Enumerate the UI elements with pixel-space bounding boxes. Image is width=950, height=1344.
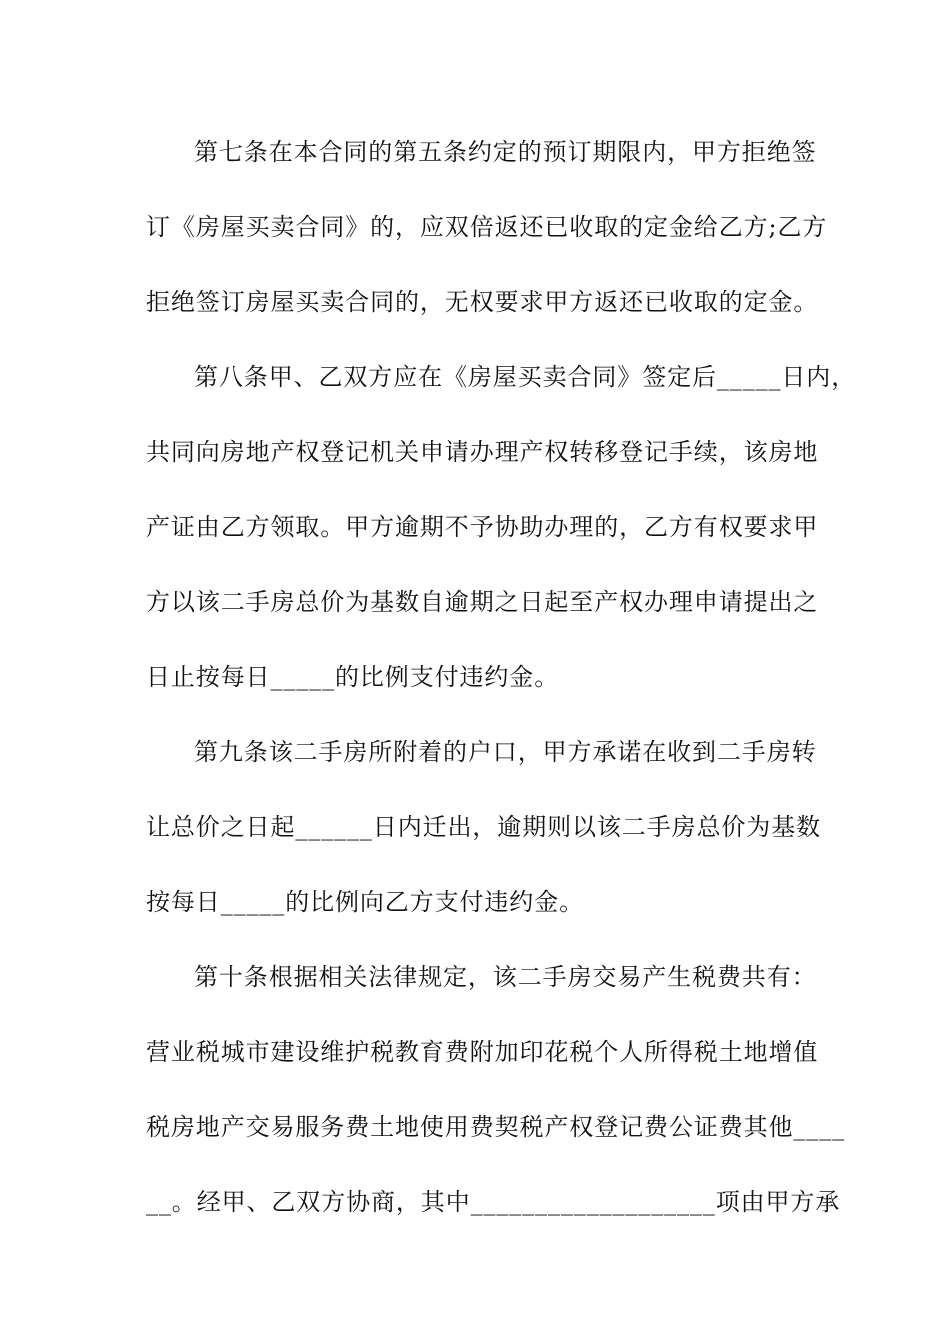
article-9-line-2: 让总价之日起______日内迁出，逾期则以该二手房总价为基数 [146,813,821,841]
article-10-line-2: 营业税城市建设维护税教育费附加印花税个人所得税土地增值 [146,1038,819,1066]
article-8-line-2: 共同向房地产权登记机关申请办理产权转移登记手续，该房地 [146,438,819,466]
article-7-line-3: 拒绝签订房屋买卖合同的，无权要求甲方返还已收取的定金。 [146,288,819,316]
article-9-line-1: 第九条该二手房所附着的户口，甲方承诺在收到二手房转 [194,738,817,766]
article-8-line-3: 产证由乙方领取。甲方逾期不予协助办理的，乙方有权要求甲 [146,513,819,541]
article-8-line-4: 方以该二手房总价为基数自逾期之日起至产权办理申请提出之 [146,588,819,616]
article-7-line-1: 第七条在本合同的第五条约定的预订期限内，甲方拒绝签 [194,138,817,166]
article-10-line-1: 第十条根据相关法律规定，该二手房交易产生税费共有： [194,963,817,991]
article-8-line-1: 第八条甲、乙双方应在《房屋买卖合同》签定后_____日内， [194,363,857,391]
article-7-line-2: 订《房屋买卖合同》的，应双倍返还已收取的定金给乙方;乙方 [146,213,828,241]
article-8-line-5: 日止按每日_____的比例支付违约金。 [146,663,560,691]
article-10-line-3: 税房地产交易服务费土地使用费契税产权登记费公证费其他____ [146,1113,845,1141]
article-9-line-3: 按每日_____的比例向乙方支付违约金。 [146,888,584,916]
article-10-line-4: __。经甲、乙双方协商，其中___________________项由甲方承 [146,1188,841,1216]
